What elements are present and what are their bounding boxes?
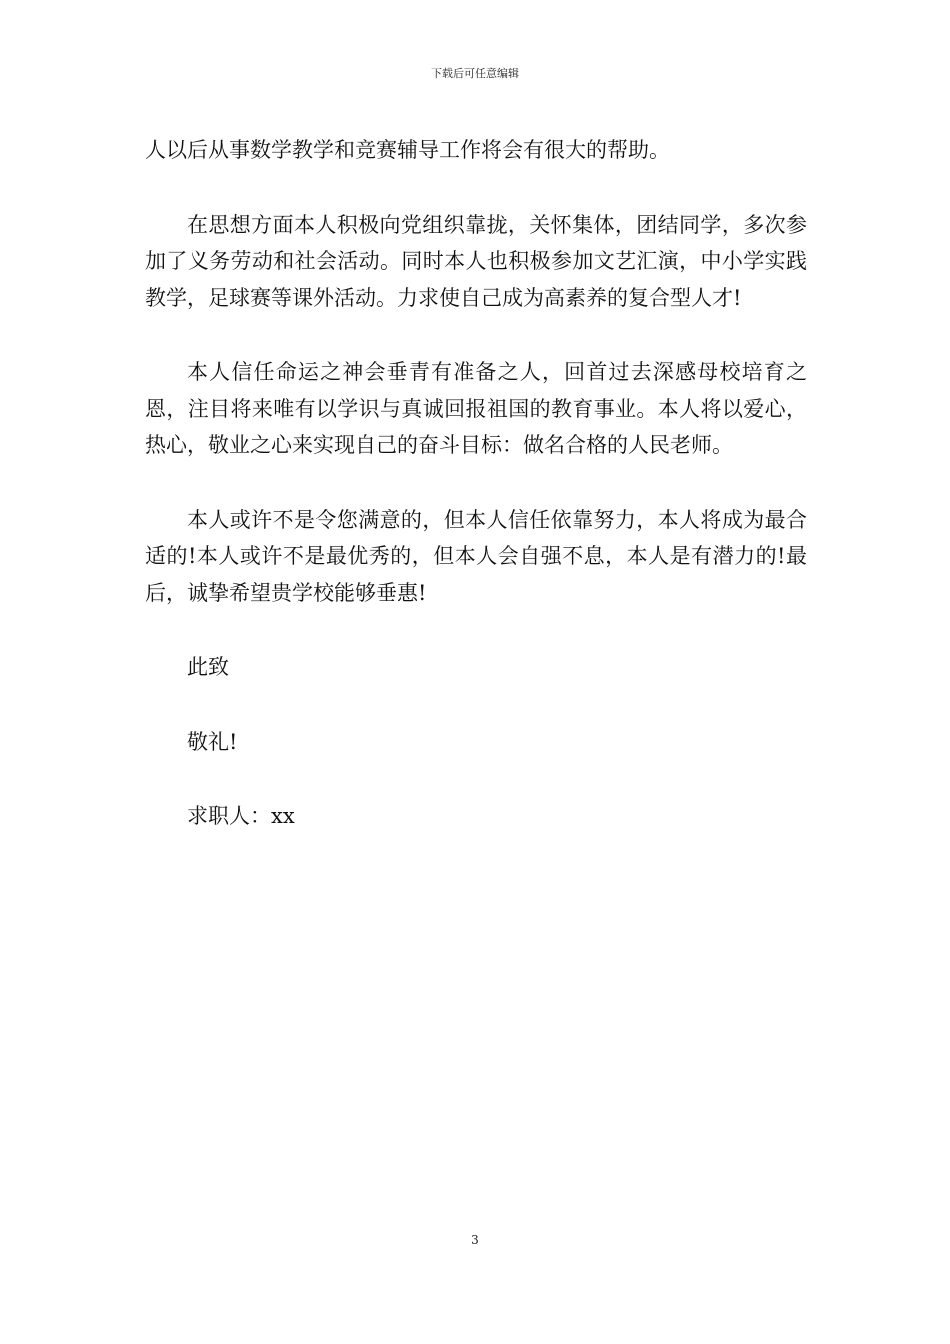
- paragraph-ideology: 在思想方面本人积极向党组织靠拢，关怀集体，团结同学，多次参加了义务劳动和社会活动。同时本人也积极参加文艺汇演，中小学实践教学，足球赛等课外活动。力求使自己成为高素养的复合型人才!: [145, 212, 807, 310]
- paragraph-aspiration: 本人信任命运之神会垂青有准备之人，回首过去深感母校培育之恩，注目将来唯有以学识与真诚回报祖国的教育事业。本人将以爱心，热心，敬业之心来实现自己的奋斗目标：做名合格的人民老师。: [145, 360, 807, 457]
- paragraph-continuation: 人以后从事数学教学和竞赛辅导工作将会有很大的帮助。: [145, 138, 670, 162]
- paragraph-closing: 本人或许不是令您满意的，但本人信任依靠努力，本人将成为最合适的!本人或许不是最优秀的，但本人会自强不息，本人是有潜力的!最后，诚挚希望贵学校能够垂惠!: [145, 507, 807, 605]
- salutation-cizhi: 此致: [187, 655, 229, 679]
- salutation-jingli: 敬礼!: [187, 729, 238, 754]
- signature-applicant: 求职人：xx: [187, 804, 295, 828]
- page-number: 3: [471, 1233, 479, 1247]
- page-header: 下载后可任意编辑: [431, 67, 519, 80]
- letter-body: [145, 132, 807, 835]
